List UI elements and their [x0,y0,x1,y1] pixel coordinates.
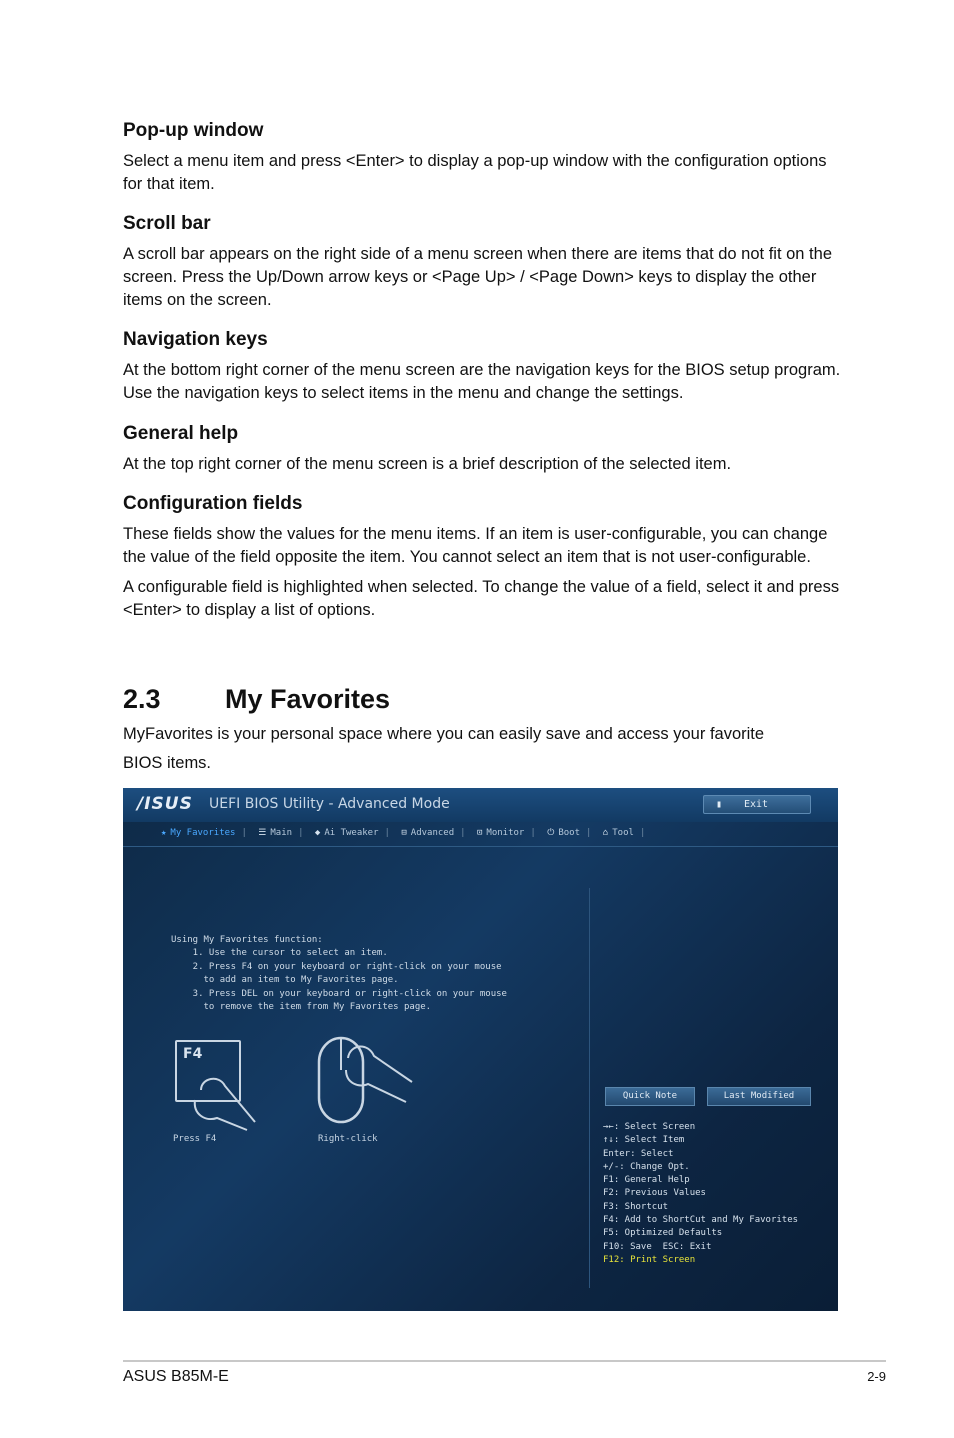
tool-icon: ⌂ [602,828,609,838]
finger-icon [191,1060,271,1140]
bios-title: UEFI BIOS Utility - Advanced Mode [209,796,450,812]
quick-note-button[interactable]: Quick Note [605,1087,695,1106]
f4-key-label: F4 [183,1046,203,1062]
tab-boot[interactable] [547,828,580,838]
section-heading: General help [123,423,239,444]
list-icon: ☰ [258,828,267,838]
tab-main[interactable] [258,828,292,838]
navigation-keys-list [603,1121,798,1267]
tab-label: Tool [612,828,634,838]
section-popup-window [123,120,843,196]
monitor-icon: ⊡ [476,828,483,838]
bios-tab-bar: ★ My Favorites | ☰ Main | ◆ Ai Tweaker | ⊟ Advanced | ⊡ Monitor | ⏻ Boot | ⌂ Tool | [161,828,646,838]
f4-key-illustration [175,1040,241,1102]
right-click-caption: Right-click [318,1134,378,1144]
exit-icon: ▮ [716,799,723,810]
exit-label: Exit [744,799,769,810]
advanced-icon: ⊟ [401,828,407,838]
print-screen-key: F12: Print Screen [603,1254,696,1265]
section-paragraph: At the top right corner of the menu screen is a brief description of the selected item. [123,455,732,473]
star-icon: ★ [161,828,167,838]
tab-label: Main [270,828,293,838]
section-configuration-fields [123,493,843,622]
chapter-heading [123,684,390,715]
tab-label: Advanced [410,828,455,838]
section-heading: Configuration fields [123,493,303,514]
press-f4-caption: Press F4 [173,1134,217,1144]
asus-logo: /ISUS [137,794,193,814]
footer-product-name: ASUS B85M-E [123,1368,229,1385]
mouse-icon [316,1036,426,1126]
section-heading: Scroll bar [123,213,211,234]
tab-ai-tweaker[interactable] [315,828,379,838]
my-favorites-help-text: Using My Favorites function: 1. Use the cursor to select an item. 2. Press F4 on your keyboard or right-click on your mouse to add an item to My Favorites page. 3. Press DEL on your keyboard or right-click on your mouse to remove the item from My Favorites page. [171,935,507,1013]
bios-screenshot [123,788,838,1311]
tab-label: Boot [558,828,580,838]
bios-topbar [123,788,838,822]
chapter-title: My Favorites [225,684,391,714]
tab-divider [123,846,838,847]
section-navigation-keys [123,329,843,405]
power-icon: ⏻ [547,828,555,838]
exit-button[interactable] [703,795,811,814]
last-modified-button[interactable]: Last Modified [707,1087,811,1106]
section-heading: Navigation keys [123,329,268,350]
tweaker-icon: ◆ [314,828,321,838]
chapter-number: 2.3 [123,684,161,714]
footer-rule [123,1360,886,1362]
tab-label: Monitor [486,828,525,838]
tab-tool[interactable] [603,828,634,838]
tab-monitor[interactable] [477,828,524,838]
tab-label: Ai Tweaker [324,828,379,838]
section-paragraph: Select a menu item and press <Enter> to display a pop-up window with the configuration options for that item. [123,152,827,193]
section-scroll-bar [123,213,843,312]
section-paragraph: These fields show the values for the menu items. If an item is user-configurable, you can change the value of the field opposite the item. You cannot select an item that is not user-configurable. [123,525,828,566]
panel-divider [589,888,590,1288]
section-paragraph: A configurable field is highlighted when selected. To change the value of a field, select it and press <Enter> to display a list of options. [123,578,840,619]
chapter-intro-line1: MyFavorites is your personal space where you can easily save and access your favorite [123,725,765,743]
section-paragraph: At the bottom right corner of the menu screen are the navigation keys for the BIOS setup program. Use the navigation keys to select items in the menu and change the settings. [123,361,841,402]
section-paragraph: A scroll bar appears on the right side of a menu screen when there are items that do not fit on the screen. Press the Up/Down arrow keys or <Page Up> / <Page Down> keys to display the other items on the screen. [123,245,832,309]
section-general-help [123,423,843,476]
tab-my-favorites[interactable] [161,828,235,838]
tab-advanced[interactable] [401,828,454,838]
footer-page-number: 2-9 [867,1369,886,1384]
tab-label: My Favorites [170,828,236,838]
section-heading: Pop-up window [123,120,264,141]
nav-keys-text: →←: Select Screen ↑↓: Select Item Enter: Select +/-: Change Opt. F1: General Help F2: Previous Values F3: Shortcut F4: Add to ShortCut and My Favorites F5: Optimized Defaults F10: Save ESC: Exit [603,1122,799,1252]
chapter-intro-line2: BIOS items. [123,754,212,772]
